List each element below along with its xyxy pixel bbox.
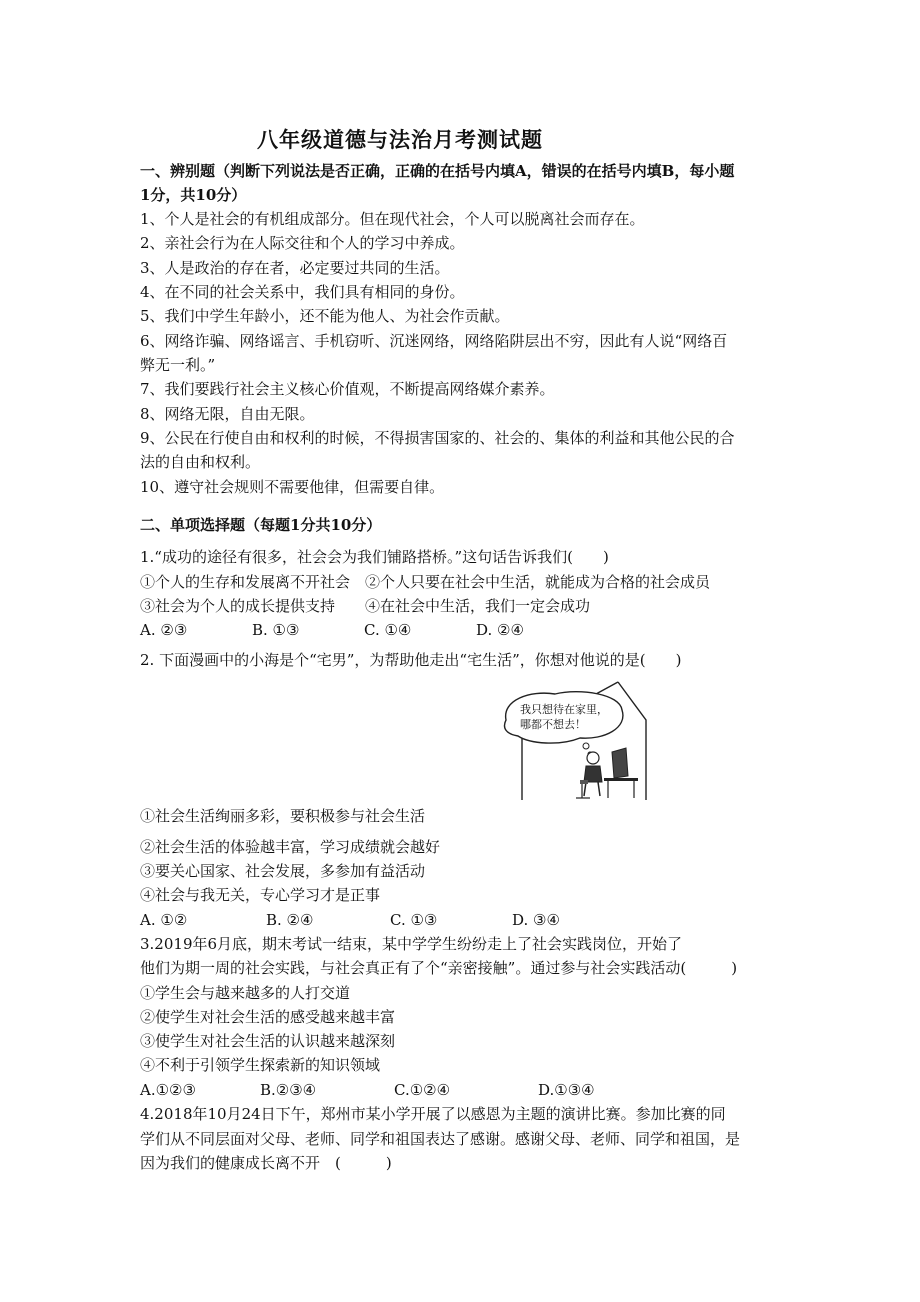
judge-item: 9、公民在行使自由和权利的时候，不得损害国家的、社会的、集体的利益和其他公民的合 bbox=[140, 429, 735, 447]
section1-header-line2: 1分，共10分） bbox=[140, 186, 247, 204]
option-a: A.①②③ bbox=[140, 1081, 196, 1099]
option-b: B.②③④ bbox=[260, 1081, 317, 1099]
judge-item: 5、我们中学生年龄小，还不能为他人、为社会作贡献。 bbox=[140, 307, 510, 325]
q3-choice: ②使学生对社会生活的感受越来越丰富 bbox=[140, 1008, 396, 1026]
option-b: B. ①③ bbox=[252, 621, 300, 639]
option-a: A. ①② bbox=[140, 911, 188, 929]
option-c: C. ①③ bbox=[390, 911, 438, 929]
judge-item: 1、个人是社会的有机组成部分。但在现代社会，个人可以脱离社会而存在。 bbox=[140, 210, 645, 228]
q4-stem-line3: 因为我们的健康成长离不开 ( ) bbox=[140, 1154, 392, 1172]
judge-item: 2、亲社会行为在人际交往和个人的学习中养成。 bbox=[140, 234, 465, 252]
q3-choice: ④不利于引领学生探索新的知识领域 bbox=[140, 1056, 381, 1074]
section1-header-line1: 一、辨别题（判断下列说法是否正确，正确的在括号内填A，错误的在括号内填B，每小题 bbox=[140, 162, 735, 180]
q1-choice-line: ③社会为个人的成长提供支持 ④在社会中生活，我们一定会成功 bbox=[140, 597, 591, 615]
bubble-text-line2: 哪都不想去！ bbox=[520, 718, 586, 731]
option-d: D. ②④ bbox=[476, 621, 524, 639]
q4-stem-line2: 学们从不同层面对父母、老师、同学和祖国表达了感谢。感谢父母、老师、同学和祖国，是 bbox=[140, 1130, 741, 1148]
q2-choice: ①社会生活绚丽多彩，要积极参与社会生活 bbox=[140, 807, 426, 825]
judge-item: 4、在不同的社会关系中，我们具有相同的身份。 bbox=[140, 283, 465, 301]
q2-choice: ②社会生活的体验越丰富，学习成绩就会越好 bbox=[140, 838, 441, 856]
q3-stem-line2: 他们为期一周的社会实践，与社会真正有了个“亲密接触”。通过参与社会实践活动( ) bbox=[140, 959, 738, 977]
bubble-text-line1: 我只想待在家里， bbox=[520, 703, 608, 716]
q1-choice-line: ①个人的生存和发展离不开社会 ②个人只要在社会中生活，就能成为合格的社会成员 bbox=[140, 573, 711, 591]
q2-choice: ④社会与我无关，专心学习才是正事 bbox=[140, 886, 381, 904]
judge-item: 6、网络诈骗、网络谣言、手机窃听、沉迷网络，网络陷阱层出不穷，因此有人说“网络百 bbox=[140, 332, 728, 350]
q3-options bbox=[140, 1079, 595, 1101]
q4-stem-line1: 4.2018年10月24日下午，郑州市某小学开展了以感恩为主题的演讲比赛。参加比赛的同 bbox=[140, 1105, 726, 1123]
q3-choice: ③使学生对社会生活的认识越来越深刻 bbox=[140, 1032, 396, 1050]
option-d: D.①③④ bbox=[538, 1081, 595, 1099]
q2-stem: 2. 下面漫画中的小海是个“宅男”，为帮助他走出“宅生活”，你想对他说的是( ) bbox=[140, 651, 682, 669]
judge-item: 8、网络无限，自由无限。 bbox=[140, 405, 315, 423]
judge-item: 7、我们要践行社会主义核心价值观，不断提高网络媒介素养。 bbox=[140, 380, 555, 398]
page-title: 八年级道德与法治月考测试题 bbox=[257, 127, 543, 152]
cartoon-illustration bbox=[500, 680, 650, 800]
judge-item: 3、人是政治的存在者，必定要过共同的生活。 bbox=[140, 259, 450, 277]
boy-at-computer bbox=[576, 748, 638, 798]
option-d: D. ③④ bbox=[512, 911, 560, 929]
option-a: A. ②③ bbox=[140, 621, 188, 639]
option-b: B. ②④ bbox=[266, 911, 314, 929]
q3-choice: ①学生会与越来越多的人打交道 bbox=[140, 984, 351, 1002]
q2-options bbox=[140, 909, 560, 931]
option-c: C.①②④ bbox=[394, 1081, 451, 1099]
q1-options bbox=[140, 619, 524, 641]
q2-choice: ③要关心国家、社会发展，多参加有益活动 bbox=[140, 862, 426, 880]
section2-header: 二、单项选择题（每题1分共10分） bbox=[140, 516, 382, 534]
option-c: C. ①④ bbox=[364, 621, 412, 639]
q3-stem-line1: 3.2019年6月底，期末考试一结束，某中学学生纷纷走上了社会实践岗位，开始了 bbox=[140, 935, 683, 953]
q1-stem: 1.“成功的途径有很多，社会会为我们铺路搭桥。”这句话告诉我们( ) bbox=[140, 548, 609, 566]
judge-item: 10、遵守社会规则不需要他律，但需要自律。 bbox=[140, 478, 445, 496]
judge-item-continued: 法的自由和权利。 bbox=[140, 453, 261, 471]
judge-item-continued: 弊无一利。” bbox=[140, 356, 216, 374]
